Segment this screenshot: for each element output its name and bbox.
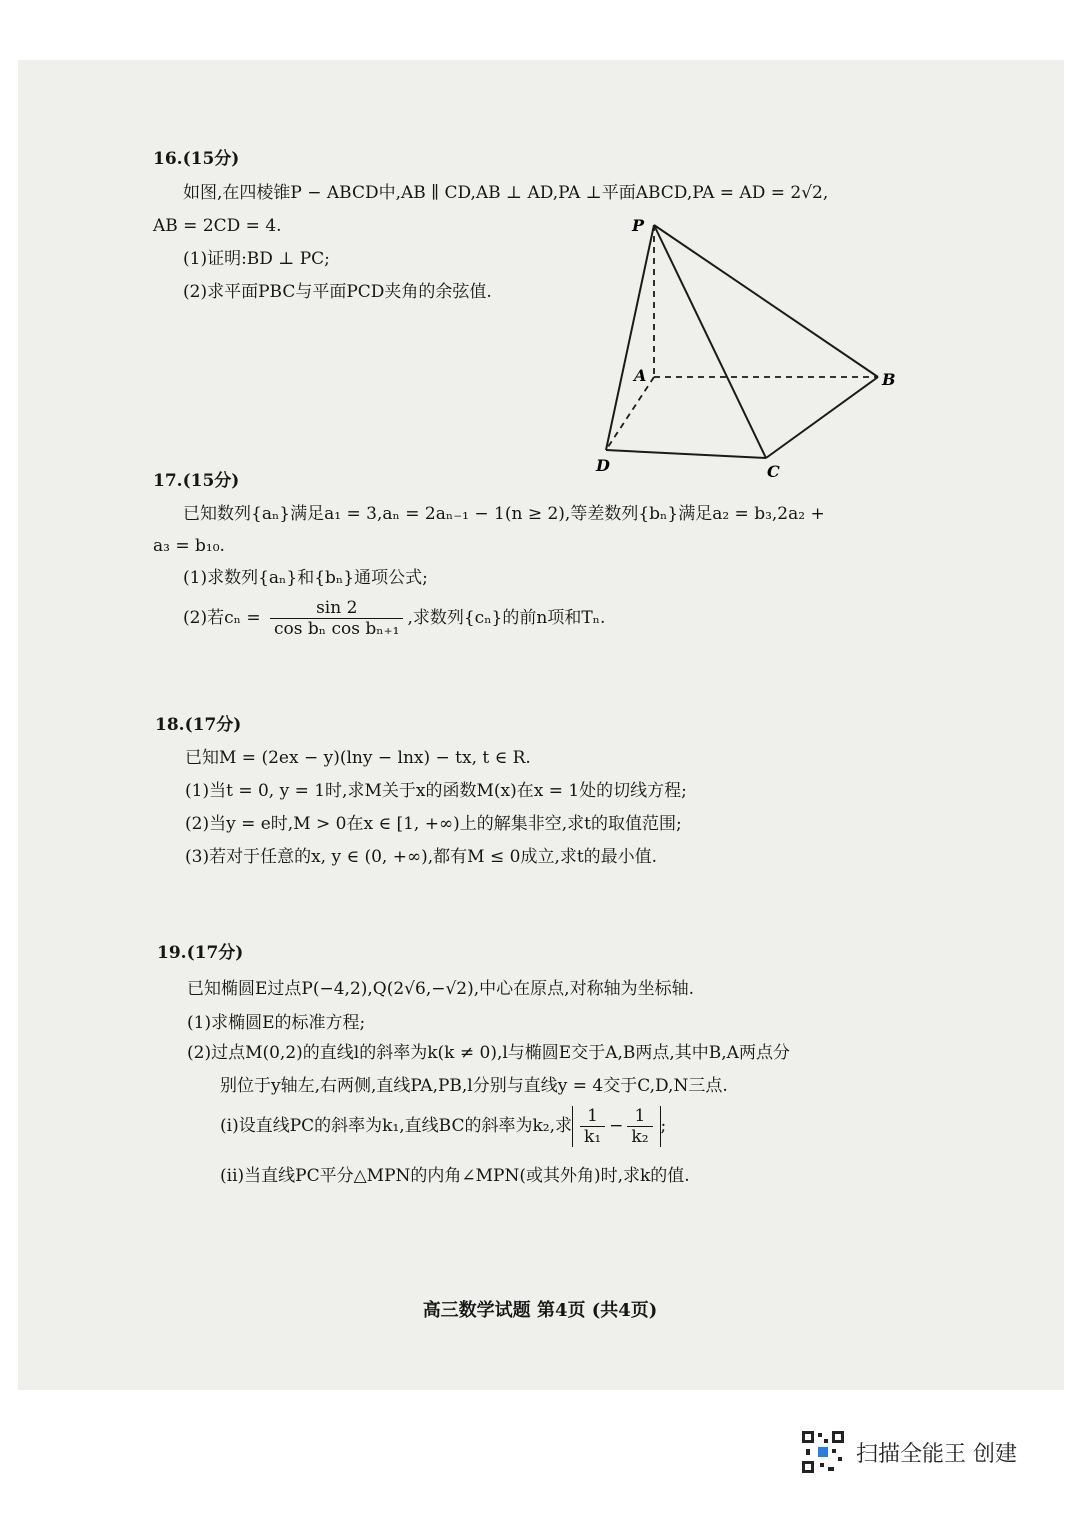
q19-part2-line2: 别位于y轴左,右两侧,直线PA,PB,l分别与直线y = 4交于C,D,N三点.	[220, 1076, 728, 1096]
label-B: B	[882, 370, 896, 389]
q17-part2	[183, 598, 605, 639]
q16-part1: (1)证明:BD ⊥ PC;	[183, 249, 330, 269]
q19-fraction-2-den: k₂	[631, 1127, 649, 1147]
q19-fraction-1-den: k₁	[584, 1127, 602, 1147]
label-A: A	[634, 366, 647, 385]
q18-part1: (1)当t = 0, y = 1时,求M关于x的函数M(x)在x = 1处的切线方程;	[185, 781, 687, 801]
edge-PB	[654, 225, 878, 377]
pyramid-figure	[590, 215, 910, 485]
q18-stem: 已知M = (2ex − y)(lny − lnx) − tx, t ∈ R.	[185, 748, 531, 768]
scanner-label: 扫描全能王 创建	[856, 1441, 1017, 1467]
q19-sub1-prefix: (i)设直线PC的斜率为k₁,直线BC的斜率为k₂,求	[220, 1116, 573, 1136]
q19-abs-expression	[572, 1106, 661, 1147]
q19-minus: −	[609, 1116, 624, 1136]
edge-PC	[654, 225, 766, 458]
edge-DC	[606, 450, 766, 458]
q16-stem-line1: 如图,在四棱锥P − ABCD中,AB ∥ CD,AB ⊥ AD,PA ⊥平面ABCD,PA = AD = 2√2,	[183, 183, 829, 203]
q18-part3: (3)若对于任意的x, y ∈ (0, +∞),都有M ≤ 0成立,求t的最小值.	[185, 847, 658, 867]
q19-fraction-2	[627, 1106, 652, 1147]
q18-part2: (2)当y = e时,M > 0在x ∈ [1, +∞)上的解集非空,求t的取值范围;	[185, 814, 682, 834]
q19-heading: 19.(17分)	[157, 943, 244, 963]
q19-part1: (1)求椭圆E的标准方程;	[187, 1013, 366, 1033]
q16-part2: (2)求平面PBC与平面PCD夹角的余弦值.	[183, 282, 492, 302]
q19-part2-line1: (2)过点M(0,2)的直线l的斜率为k(k ≠ 0),l与椭圆E交于A,B两点,其中B,A两点分	[187, 1043, 790, 1063]
q17-part2-prefix: (2)若cₙ =	[183, 608, 267, 628]
q19-sub1	[220, 1106, 666, 1147]
page-footer: 高三数学试题 第4页 (共4页)	[422, 1300, 658, 1321]
q19-fraction-2-num: 1	[627, 1106, 652, 1127]
q17-fraction-denominator: cos bₙ cos bₙ₊₁	[274, 619, 400, 639]
qr-code-icon	[800, 1429, 846, 1475]
q19-fraction-1-num: 1	[580, 1106, 605, 1127]
q17-fraction-numerator: sin 2	[270, 598, 403, 619]
q19-sub2: (ii)当直线PC平分△MPN的内角∠MPN(或其外角)时,求k的值.	[220, 1166, 690, 1186]
q19-stem: 已知椭圆E过点P(−4,2),Q(2√6,−√2),中心在原点,对称轴为坐标轴.	[187, 979, 694, 999]
q17-stem-line2: a₃ = b₁₀.	[153, 536, 225, 556]
q19-fraction-1	[580, 1106, 605, 1147]
q17-fraction	[270, 598, 403, 639]
q17-heading: 17.(15分)	[153, 471, 240, 491]
edge-CB	[766, 377, 878, 458]
q17-stem-line1: 已知数列{aₙ}满足a₁ = 3,aₙ = 2aₙ₋₁ − 1(n ≥ 2),等差数列{bₙ}满足a₂ = b₃,2a₂ +	[183, 504, 825, 524]
label-D: D	[596, 456, 610, 475]
q18-heading: 18.(17分)	[155, 715, 242, 735]
label-C: C	[767, 462, 780, 481]
q16-stem-line2: AB = 2CD = 4.	[153, 216, 282, 236]
q16-heading: 16.(15分)	[153, 149, 240, 169]
edge-PD	[606, 225, 654, 450]
q17-part2-suffix: ,求数列{cₙ}的前n项和Tₙ.	[407, 608, 606, 628]
q17-part1: (1)求数列{aₙ}和{bₙ}通项公式;	[183, 568, 428, 588]
label-P: P	[632, 216, 645, 235]
scanner-watermark	[800, 1428, 1017, 1476]
q19-sub1-suffix: ;	[660, 1116, 667, 1136]
